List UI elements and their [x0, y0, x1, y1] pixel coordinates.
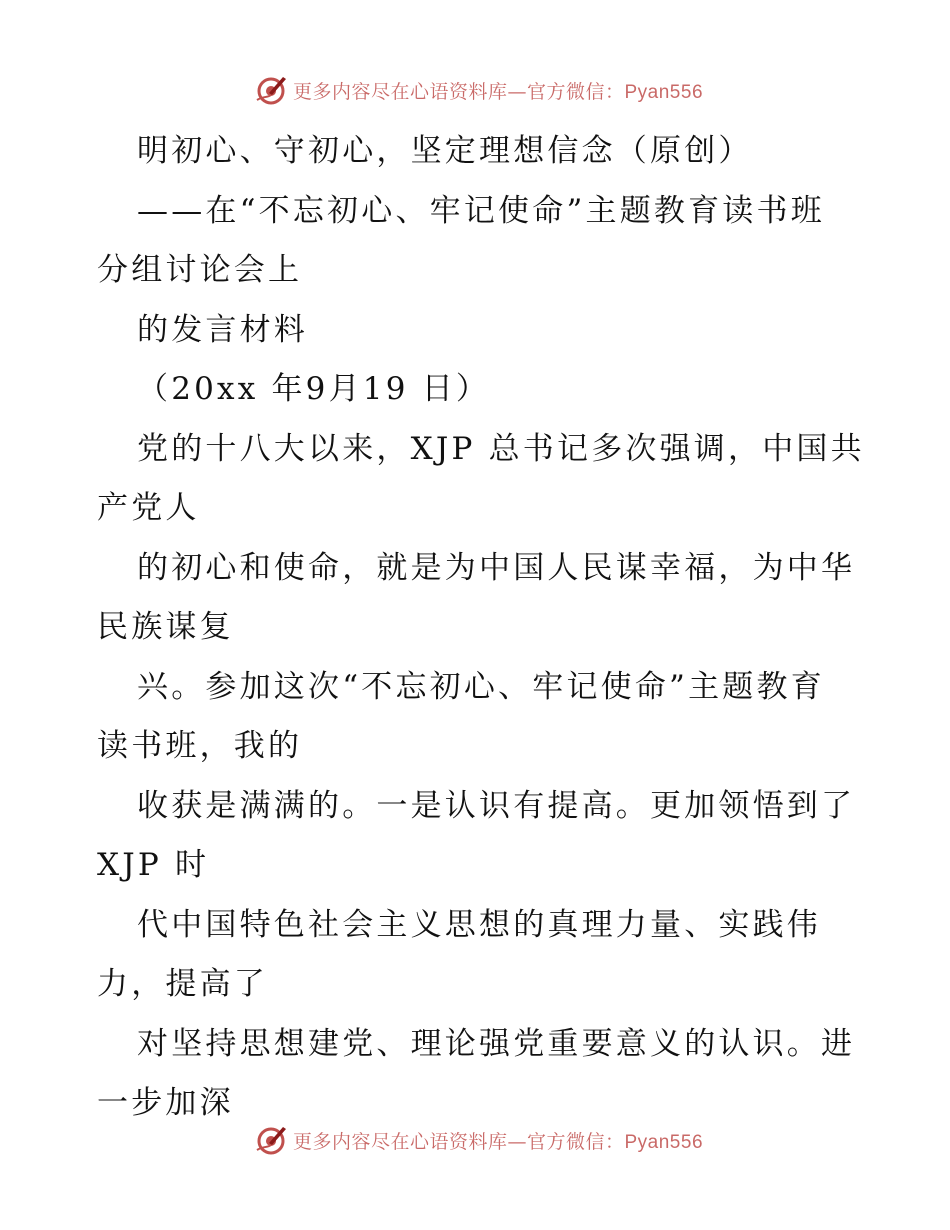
header-watermark: [0, 70, 950, 110]
body-text-line: 收获是满满的。一是认识有提高。更加领悟到了: [137, 787, 856, 824]
body-text-line: 民族谋复: [97, 609, 234, 645]
body-text-line: 党的十八大以来，XJP 总书记多次强调，中国共: [137, 430, 865, 467]
body-text-line: XJP 时: [97, 847, 210, 883]
document-subtitle-line: 分组讨论会上: [97, 252, 303, 288]
body-text-line: 一步加深: [97, 1085, 234, 1121]
watermark-wechat-label: 官方微信：: [526, 80, 625, 103]
watermark-text: [293, 1127, 703, 1154]
document-date: （20xx 年9月19 日）: [137, 371, 491, 407]
body-text-line: 兴。参加这次“不忘初心、牢记使命”主题教育: [137, 668, 825, 705]
watermark-separator: —: [507, 1130, 527, 1153]
watermark-site: 更多内容尽在心语资料库: [292, 1130, 508, 1153]
watermark-wechat-id: Pyan556: [624, 1131, 704, 1153]
document-title: 明初心、守初心，坚定理想信念（原创）: [137, 133, 753, 169]
watermark-separator: —: [507, 80, 527, 103]
footer-watermark: [0, 1120, 950, 1160]
pen-logo-icon: [255, 1124, 287, 1156]
body-text-line: 读书班，我的: [97, 728, 303, 764]
body-text-line: 对坚持思想建党、理论强党重要意义的认识。进: [137, 1025, 856, 1062]
body-text-line: 力，提高了: [97, 966, 268, 1002]
body-text-line: 产党人: [97, 490, 200, 526]
pen-logo-icon: [255, 74, 287, 106]
watermark-wechat-label: 官方微信：: [526, 1130, 625, 1153]
watermark-wechat-id: Pyan556: [624, 81, 704, 103]
watermark-text: [293, 77, 703, 104]
document-subtitle-line: ——在“不忘初心、牢记使命”主题教育读书班: [137, 192, 825, 229]
watermark-site: 更多内容尽在心语资料库: [292, 80, 508, 103]
document-subtitle-line: 的发言材料: [137, 311, 308, 348]
document-body: [97, 122, 865, 1134]
body-text-line: 代中国特色社会主义思想的真理力量、实践伟: [137, 906, 821, 943]
body-text-line: 的初心和使命，就是为中国人民谋幸福，为中华: [137, 549, 856, 586]
